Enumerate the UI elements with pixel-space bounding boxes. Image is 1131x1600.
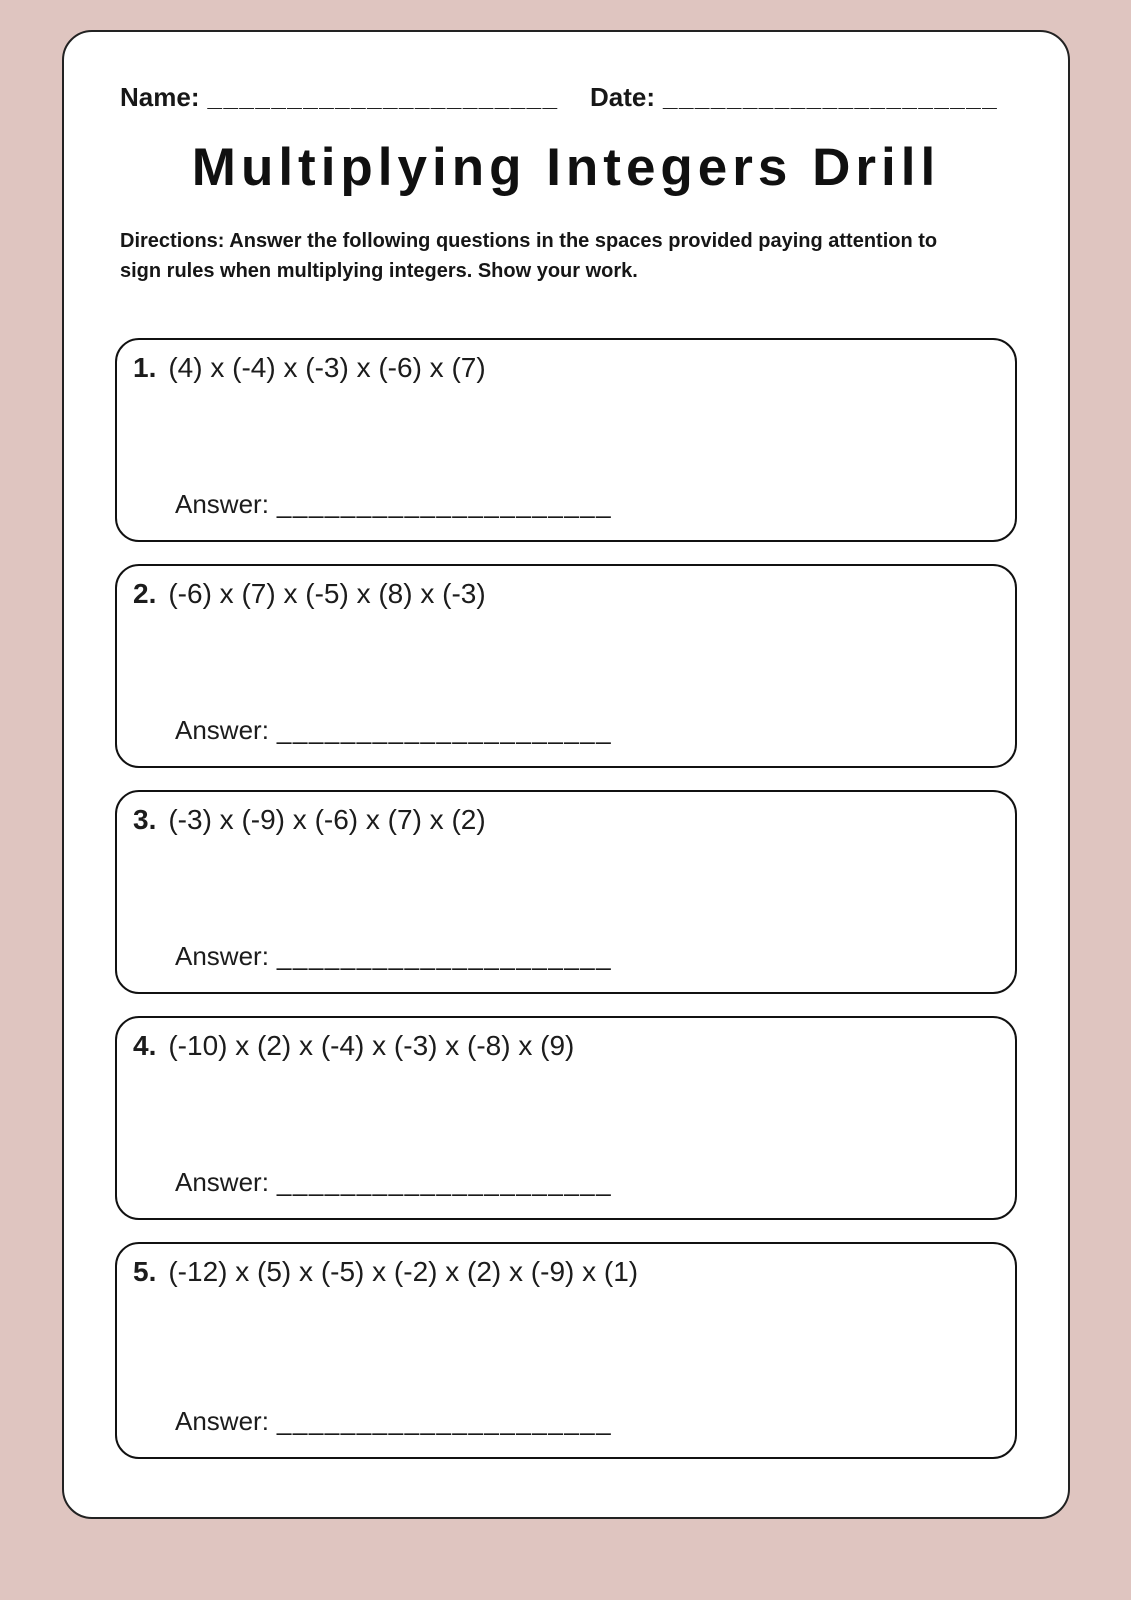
question-expression: (-12) x (5) x (-5) x (-2) x (2) x (-9) x (1) bbox=[168, 1256, 639, 1287]
answer-blank-line: _____________________ bbox=[276, 941, 613, 971]
answer-row bbox=[175, 1406, 612, 1437]
name-label: Name: bbox=[120, 82, 200, 112]
question-line bbox=[133, 352, 995, 384]
answer-label: Answer: bbox=[175, 941, 269, 971]
question-number: 1. bbox=[133, 352, 157, 383]
answer-label: Answer: bbox=[175, 715, 269, 745]
date-field-group bbox=[590, 82, 998, 113]
question-line bbox=[133, 578, 995, 610]
question-list bbox=[115, 338, 1017, 1459]
answer-blank-line: _____________________ bbox=[276, 715, 613, 745]
name-blank-line: ______________________ bbox=[207, 82, 559, 112]
question-number: 3. bbox=[133, 804, 157, 835]
question-line bbox=[133, 1030, 995, 1062]
answer-label: Answer: bbox=[175, 489, 269, 519]
question-number: 4. bbox=[133, 1030, 157, 1061]
question-expression: (-10) x (2) x (-4) x (-3) x (-8) x (9) bbox=[168, 1030, 575, 1061]
question-expression: (4) x (-4) x (-3) x (-6) x (7) bbox=[168, 352, 486, 383]
name-date-row bbox=[120, 82, 1012, 113]
question-expression: (-6) x (7) x (-5) x (8) x (-3) bbox=[168, 578, 486, 609]
answer-row bbox=[175, 715, 612, 746]
worksheet-card bbox=[62, 30, 1070, 1519]
answer-row bbox=[175, 941, 612, 972]
question-expression: (-3) x (-9) x (-6) x (7) x (2) bbox=[168, 804, 486, 835]
question-number: 2. bbox=[133, 578, 157, 609]
question-box-2 bbox=[115, 564, 1017, 768]
page-title: Multiplying Integers Drill bbox=[191, 138, 941, 197]
answer-blank-line: _____________________ bbox=[276, 1406, 613, 1436]
question-box-3 bbox=[115, 790, 1017, 994]
answer-row bbox=[175, 489, 612, 520]
question-number: 5. bbox=[133, 1256, 157, 1287]
name-field-group bbox=[120, 82, 590, 113]
answer-label: Answer: bbox=[175, 1167, 269, 1197]
question-box-5 bbox=[115, 1242, 1017, 1459]
date-blank-line: _____________________ bbox=[663, 82, 999, 112]
answer-label: Answer: bbox=[175, 1406, 269, 1436]
answer-blank-line: _____________________ bbox=[276, 1167, 613, 1197]
question-box-1 bbox=[115, 338, 1017, 542]
directions-text: Directions: Answer the following questions in the spaces provided paying attention to sign rules when multiplying integers. Show your work. bbox=[120, 230, 938, 282]
question-box-4 bbox=[115, 1016, 1017, 1220]
answer-blank-line: _____________________ bbox=[276, 489, 613, 519]
answer-row bbox=[175, 1167, 612, 1198]
date-label: Date: bbox=[590, 82, 656, 112]
question-line bbox=[133, 804, 995, 836]
question-line bbox=[133, 1256, 995, 1288]
